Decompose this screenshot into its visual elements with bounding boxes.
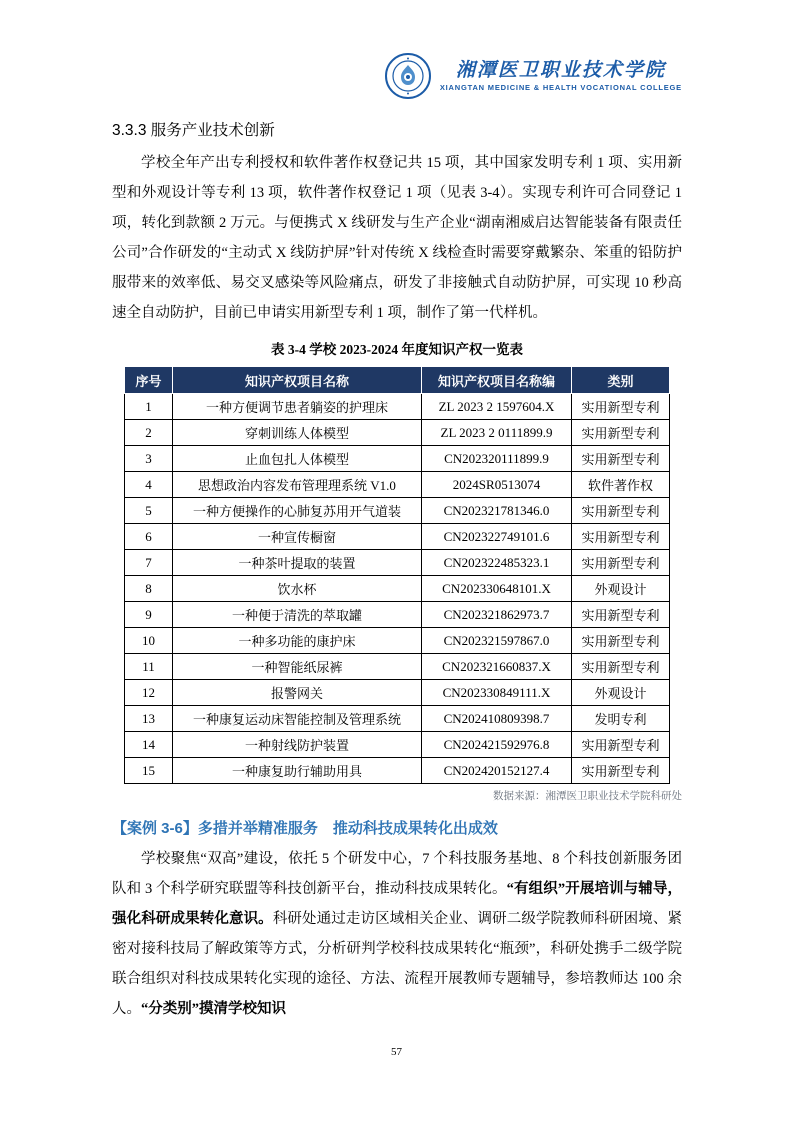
table-cell: CN202330849111.X — [422, 680, 572, 706]
table-row — [125, 654, 670, 680]
table-row — [125, 550, 670, 576]
ip-table — [124, 366, 670, 784]
table-cell: 10 — [125, 628, 173, 654]
data-source-note: 数据来源：湘潭医卫职业技术学院科研处 — [493, 791, 682, 802]
table-cell: 一种茶叶提取的装置 — [173, 550, 422, 576]
section-paragraph: 学校全年产出专利授权和软件著作权登记共 15 项，其中国家发明专利 1 项、实用新型和外观设计等专利 13 项，软件著作权登记 1 项（见表 3-4）。实现专利许可合同登记 1 项，转化到款额 2 万元。与便携式 X 线研发与生产企业“湖南湘威启达智能装备有限责任公司”合作研发的“主动式 X 线防护屏”针对传统 X 线检查时需要穿戴繁杂、笨重的铅防护服带来的效率低、易交叉感染等风险痛点，研发了非接触式自动防护屏，可实现 10 秒高速全自动防护，目前已申请实用新型专利 1 项，制作了第一代样机。 — [112, 155, 682, 321]
table-cell: 实用新型专利 — [572, 550, 670, 576]
page-number: 57 — [391, 1046, 402, 1058]
table-row — [125, 628, 670, 654]
table-cell: 实用新型专利 — [572, 446, 670, 472]
text-run: 学校聚焦“双高”建设，依托 5 个研发中心，7 个科技服务基地、8 个科技创新服务团队和 3 个科学研究联盟等科技创新平台，推动科技成果转化。 — [112, 851, 682, 897]
table-cell: 一种智能纸尿裤 — [173, 654, 422, 680]
table-cell: CN202321862973.7 — [422, 602, 572, 628]
table-cell: 思想政治内容发布管理理系统 V1.0 — [173, 472, 422, 498]
college-logo-text — [440, 60, 682, 93]
table-cell: 14 — [125, 732, 173, 758]
table-cell: 外观设计 — [572, 576, 670, 602]
table-cell: ZL 2023 2 1597604.X — [422, 394, 572, 420]
college-name-cn: 湘潭医卫职业技术学院 — [455, 59, 666, 81]
page-header — [112, 50, 682, 102]
table-cell: 一种多功能的康护床 — [173, 628, 422, 654]
table-row — [125, 394, 670, 420]
case-heading: 【案例 3-6】多措并举精准服务 推动科技成果转化出成效 — [112, 820, 498, 837]
table-cell: 实用新型专利 — [572, 602, 670, 628]
table-row — [125, 524, 670, 550]
table-cell: 6 — [125, 524, 173, 550]
table-cell: 穿刺训练人体模型 — [173, 420, 422, 446]
text-run: 科研处通过走访区域相关企业、调研二级学院教师科研困境、紧密对接科技局了解政策等方式，分析研判学校科技成果转化“瓶颈”，科研处携手二级学院联合组织对科技成果转化实现的途径、方法、流程开展教师专题辅导，参培教师达 100 余人。 — [112, 911, 683, 1017]
table-cell: CN202421592976.8 — [422, 732, 572, 758]
table-cell: 实用新型专利 — [572, 758, 670, 784]
table-cell: CN202322749101.6 — [422, 524, 572, 550]
table-row — [125, 680, 670, 706]
college-logo — [384, 52, 682, 100]
table-cell: 发明专利 — [572, 706, 670, 732]
table-cell: 4 — [125, 472, 173, 498]
case-paragraph — [112, 844, 682, 1024]
table-cell: 15 — [125, 758, 173, 784]
table-cell: 实用新型专利 — [572, 420, 670, 446]
table-cell: 13 — [125, 706, 173, 732]
table-cell: 一种方便操作的心肺复苏用开气道装 — [173, 498, 422, 524]
table-cell: CN202321597867.0 — [422, 628, 572, 654]
column-header: 类别 — [572, 367, 670, 394]
ip-table-body — [125, 394, 670, 784]
table-row — [125, 446, 670, 472]
table-cell: 软件著作权 — [572, 472, 670, 498]
bold-text-run: “分类别”摸清学校知识 — [141, 1001, 286, 1017]
table-row — [125, 602, 670, 628]
table-cell: 一种康复助行辅助用具 — [173, 758, 422, 784]
column-header: 序号 — [125, 367, 173, 394]
table-cell: 一种康复运动床智能控制及管理系统 — [173, 706, 422, 732]
table-cell: CN202330648101.X — [422, 576, 572, 602]
table-cell: 5 — [125, 498, 173, 524]
table-cell: 2024SR0513074 — [422, 472, 572, 498]
table-cell: 实用新型专利 — [572, 654, 670, 680]
table-cell: CN202321660837.X — [422, 654, 572, 680]
table-cell: 外观设计 — [572, 680, 670, 706]
ip-table-header-row — [125, 367, 670, 394]
table-cell: 止血包扎人体模型 — [173, 446, 422, 472]
table-row — [125, 758, 670, 784]
table-row — [125, 706, 670, 732]
table-caption: 表 3-4 学校 2023-2024 年度知识产权一览表 — [271, 342, 523, 357]
table-cell: 1 — [125, 394, 173, 420]
table-cell: 报警网关 — [173, 680, 422, 706]
table-cell: 实用新型专利 — [572, 394, 670, 420]
table-row — [125, 498, 670, 524]
table-cell: CN202321781346.0 — [422, 498, 572, 524]
table-cell: CN202322485323.1 — [422, 550, 572, 576]
table-cell: CN202410809398.7 — [422, 706, 572, 732]
table-cell: 一种便于清洗的萃取罐 — [173, 602, 422, 628]
college-seal-icon — [384, 52, 432, 100]
table-row — [125, 732, 670, 758]
table-cell: ZL 2023 2 0111899.9 — [422, 420, 572, 446]
section-heading: 3.3.3 服务产业技术创新 — [112, 122, 275, 139]
table-cell: 实用新型专利 — [572, 498, 670, 524]
college-name-en: XIANGTAN MEDICINE & HEALTH VOCATIONAL COLLEGE — [439, 83, 682, 93]
table-cell: 2 — [125, 420, 173, 446]
table-cell: CN202420152127.4 — [422, 758, 572, 784]
bold-text-run: “有组织”开展培训与辅导，强化科研成果转化意识。 — [112, 881, 683, 927]
table-cell: CN202320111899.9 — [422, 446, 572, 472]
table-cell: 一种方便调节患者躺姿的护理床 — [173, 394, 422, 420]
table-cell: 实用新型专利 — [572, 732, 670, 758]
table-cell: 9 — [125, 602, 173, 628]
table-cell: 饮水杯 — [173, 576, 422, 602]
column-header: 知识产权项目名称编 — [422, 367, 572, 394]
table-row — [125, 420, 670, 446]
table-cell: 11 — [125, 654, 173, 680]
table-row — [125, 576, 670, 602]
table-cell: 一种射线防护装置 — [173, 732, 422, 758]
table-cell: 实用新型专利 — [572, 524, 670, 550]
table-cell: 8 — [125, 576, 173, 602]
table-cell: 7 — [125, 550, 173, 576]
table-row — [125, 472, 670, 498]
table-cell: 实用新型专利 — [572, 628, 670, 654]
column-header: 知识产权项目名称 — [173, 367, 422, 394]
table-cell: 12 — [125, 680, 173, 706]
table-cell: 3 — [125, 446, 173, 472]
table-cell: 一种宣传橱窗 — [173, 524, 422, 550]
